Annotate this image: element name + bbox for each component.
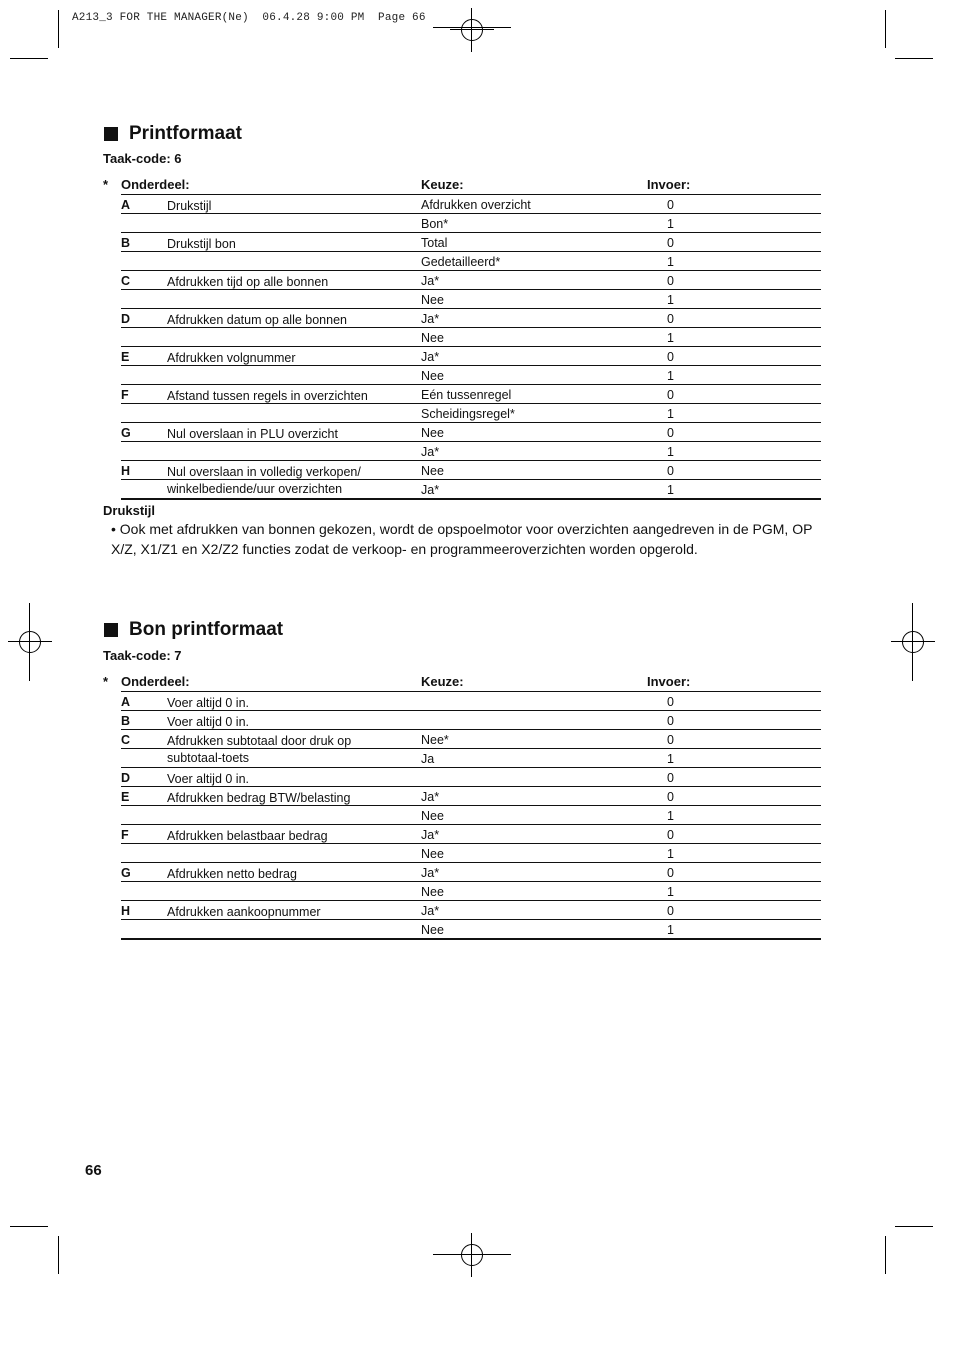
input-value: 0 [667, 236, 674, 250]
item-description-line: Nul overslaan in volledig verkopen/ [167, 465, 361, 479]
table-row [121, 692, 821, 710]
item-description-line: winkelbediende/uur overzichten [167, 482, 343, 496]
item-description: Afdrukken netto bedrag [167, 867, 297, 881]
crop-mark [885, 10, 886, 48]
table-row [121, 920, 821, 938]
input-value: 1 [667, 217, 674, 231]
crop-mark [895, 58, 933, 59]
section-title-bon-printformaat [104, 619, 283, 641]
table-row-group [121, 233, 821, 271]
table-header [103, 177, 821, 195]
section-title-text: Bon printformaat [129, 619, 284, 640]
crop-mark [58, 10, 59, 48]
table-row [121, 252, 821, 270]
table-row-group [121, 730, 821, 768]
table-row [121, 825, 821, 844]
input-value: 0 [667, 388, 674, 402]
table-row [121, 480, 821, 498]
choice-value: Ja* [421, 274, 440, 288]
table-row-group [121, 461, 821, 500]
table-row [121, 882, 821, 900]
table-header [103, 674, 821, 692]
table-row [121, 233, 821, 252]
table-row-group [121, 711, 821, 730]
choice-value: Nee [421, 426, 444, 440]
table-row [121, 768, 821, 786]
item-letter: B [121, 714, 131, 728]
table-row [121, 366, 821, 384]
choice-value: Ja* [421, 904, 440, 918]
header-choice: Keuze: [421, 177, 464, 192]
item-letter: F [121, 388, 129, 402]
input-value: 0 [667, 464, 674, 478]
settings-table [103, 674, 821, 940]
item-letter: C [121, 274, 131, 288]
header-item: Onderdeel: [121, 674, 190, 689]
input-value: 1 [667, 407, 674, 421]
item-description: Voer altijd 0 in. [167, 715, 249, 729]
item-description: Afstand tussen regels in overzichten [167, 389, 368, 403]
choice-value: Gedetailleerd* [421, 255, 501, 269]
choice-value: Afdrukken overzicht [421, 198, 531, 212]
input-value: 0 [667, 828, 674, 842]
input-value: 1 [667, 752, 674, 766]
input-value: 1 [667, 369, 674, 383]
input-value: 0 [667, 198, 674, 212]
choice-value: Total [421, 236, 448, 250]
table-row-group [121, 787, 821, 825]
table-row [121, 806, 821, 824]
table-row-group [121, 195, 821, 233]
choice-value: Nee [421, 885, 444, 899]
choice-value: Nee [421, 923, 444, 937]
choice-value: Scheidingsregel* [421, 407, 515, 421]
item-description-line: Afdrukken subtotaal door druk op [167, 734, 352, 748]
table-row [121, 271, 821, 290]
input-value: 1 [667, 483, 674, 497]
table-row [121, 442, 821, 460]
settings-table [103, 177, 821, 500]
choice-value: Nee [421, 809, 444, 823]
item-letter: A [121, 695, 131, 709]
item-letter: E [121, 790, 130, 804]
input-value: 0 [667, 866, 674, 880]
table-row [121, 195, 821, 214]
item-letter: A [121, 198, 131, 212]
table-row [121, 711, 821, 729]
square-bullet-icon [104, 623, 118, 637]
item-description: Afdrukken tijd op alle bonnen [167, 275, 329, 289]
input-value: 1 [667, 331, 674, 345]
table-row-group [121, 768, 821, 787]
choice-value: Nee* [421, 733, 449, 747]
header-item: Onderdeel: [121, 177, 190, 192]
registration-mark-icon [8, 620, 52, 664]
table-row [121, 347, 821, 366]
table-row [121, 901, 821, 920]
choice-value: Ja [421, 752, 435, 766]
item-description: Voer altijd 0 in. [167, 772, 249, 786]
item-letter: H [121, 904, 131, 918]
table-row-group [121, 863, 821, 901]
input-value: 1 [667, 923, 674, 937]
item-description: Drukstijl [167, 199, 212, 213]
input-value: 1 [667, 847, 674, 861]
note-text: • Ook met afdrukken van bonnen gekozen, wordt de opspoelmotor voor overzichten aangedreven in de PGM, OP X/Z, X1/Z1 en X2/Z2 functies zodat de verkoop- en programmeeroverzichten worden opgerold. [111, 521, 813, 557]
input-value: 1 [667, 293, 674, 307]
crop-mark [885, 1236, 886, 1274]
section-title-text: Printformaat [129, 123, 242, 144]
header-star: * [103, 177, 109, 192]
item-letter: B [121, 236, 131, 250]
item-description: Afdrukken aankoopnummer [167, 905, 321, 919]
crop-mark [10, 1226, 48, 1227]
item-letter: F [121, 828, 129, 842]
item-letter: G [121, 426, 131, 440]
table-row [121, 749, 821, 767]
registration-mark-icon [891, 620, 935, 664]
table-body [103, 692, 821, 940]
choice-value: Eén tussenregel [421, 388, 512, 402]
header-star: * [103, 674, 109, 689]
choice-value: Nee [421, 331, 444, 345]
crop-mark [10, 58, 48, 59]
registration-mark-icon [450, 1233, 494, 1277]
item-letter: H [121, 464, 131, 478]
item-description-line: subtotaal-toets [167, 751, 249, 765]
choice-value: Ja* [421, 312, 440, 326]
input-value: 0 [667, 904, 674, 918]
item-description: Afdrukken bedrag BTW/belasting [167, 791, 351, 805]
choice-value: Bon* [421, 217, 449, 231]
table-row [121, 404, 821, 422]
task-code: Taak-code: 6 [103, 151, 182, 166]
choice-value: Nee [421, 369, 444, 383]
choice-value: Ja* [421, 483, 440, 497]
choice-value: Ja* [421, 350, 440, 364]
table-row-group [121, 347, 821, 385]
input-value: 0 [667, 771, 674, 785]
item-description: Voer altijd 0 in. [167, 696, 249, 710]
item-description: Drukstijl bon [167, 237, 236, 251]
table-row-group [121, 385, 821, 423]
input-value: 0 [667, 350, 674, 364]
table-row-group [121, 309, 821, 347]
choice-value: Nee [421, 464, 444, 478]
table-row [121, 863, 821, 882]
choice-value: Nee [421, 847, 444, 861]
table-row [121, 214, 821, 232]
item-letter: C [121, 733, 131, 747]
header-input: Invoer: [647, 177, 691, 192]
choice-value: Ja* [421, 828, 440, 842]
input-value: 0 [667, 714, 674, 728]
table-row-group [121, 901, 821, 940]
input-value: 1 [667, 885, 674, 899]
input-value: 1 [667, 445, 674, 459]
item-description: Afdrukken belastbaar bedrag [167, 829, 328, 843]
item-description: Nul overslaan in PLU overzicht [167, 427, 338, 441]
table-row [121, 385, 821, 404]
print-slug: A213_3 FOR THE MANAGER(Ne) 06.4.28 9:00 PM Page 66 [72, 12, 426, 24]
choice-value: Ja* [421, 790, 440, 804]
table-row [121, 423, 821, 442]
note-title: Drukstijl [103, 503, 156, 518]
crop-mark [895, 1226, 933, 1227]
table-row [121, 309, 821, 328]
table-row [121, 328, 821, 346]
section-title-printformaat [104, 123, 242, 145]
item-description: Afdrukken datum op alle bonnen [167, 313, 347, 327]
input-value: 1 [667, 255, 674, 269]
input-value: 0 [667, 426, 674, 440]
table-row [121, 290, 821, 308]
choice-value: Ja* [421, 445, 440, 459]
item-letter: D [121, 771, 131, 785]
header-input: Invoer: [647, 674, 691, 689]
page-number: 66 [85, 1162, 102, 1179]
table-row [121, 844, 821, 862]
input-value: 0 [667, 312, 674, 326]
table-row [121, 787, 821, 806]
registration-mark-icon [450, 8, 494, 52]
item-description: Afdrukken volgnummer [167, 351, 296, 365]
table-row-group [121, 271, 821, 309]
table-row-group [121, 825, 821, 863]
table-row-group [121, 692, 821, 711]
input-value: 0 [667, 274, 674, 288]
table-row-group [121, 423, 821, 461]
choice-value: Ja* [421, 866, 440, 880]
task-code: Taak-code: 7 [103, 648, 182, 663]
item-letter: D [121, 312, 131, 326]
crop-mark [58, 1236, 59, 1274]
item-letter: G [121, 866, 131, 880]
item-letter: E [121, 350, 130, 364]
input-value: 1 [667, 809, 674, 823]
input-value: 0 [667, 790, 674, 804]
choice-value: Nee [421, 293, 444, 307]
header-choice: Keuze: [421, 674, 464, 689]
table-body [103, 195, 821, 500]
input-value: 0 [667, 695, 674, 709]
square-bullet-icon [104, 127, 118, 141]
input-value: 0 [667, 733, 674, 747]
